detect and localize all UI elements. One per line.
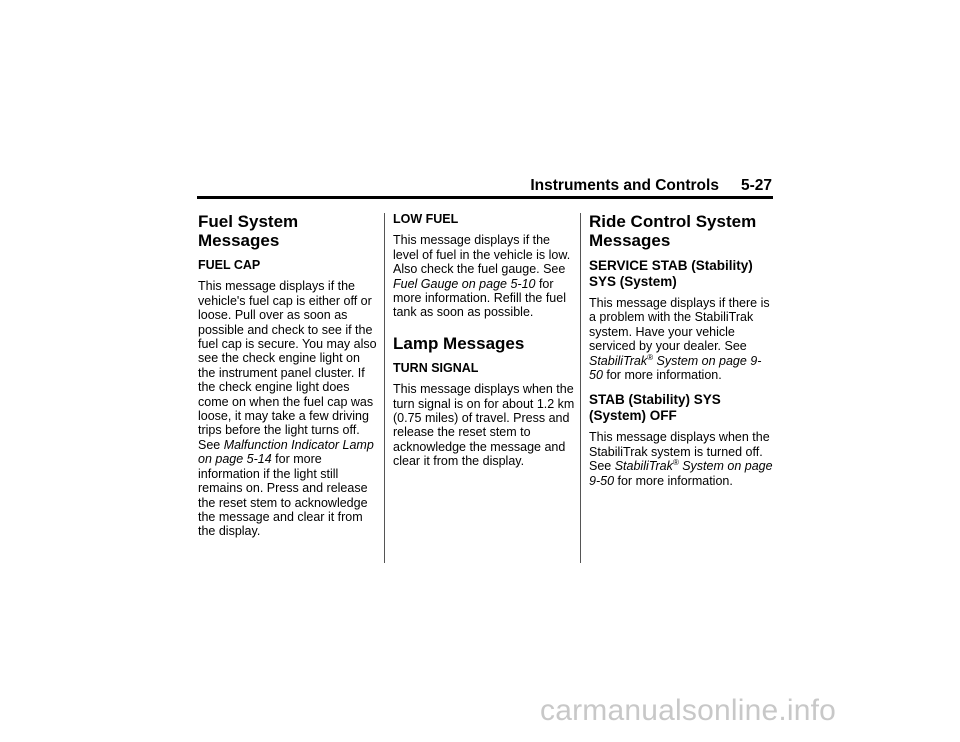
header-rule	[197, 196, 773, 199]
ref-text: StabiliTrak	[614, 459, 673, 474]
low-fuel-text-end: for more information. Refill the fuel tank as soon as possible.	[393, 276, 566, 320]
fuel-gauge-reference-link[interactable]: Fuel Gauge on page 5-10	[393, 276, 536, 291]
service-stab-text: This message displays if there is a problem with the StabiliTrak system. Have your vehicle serviced by your dealer. See	[589, 296, 770, 354]
column-3	[589, 212, 775, 498]
mil-reference-link[interactable]: Malfunction Indicator Lamp on page 5-14	[198, 437, 374, 467]
stab-off-text: This message displays when the StabiliTrak system is turned off. See	[589, 430, 770, 474]
stab-off-paragraph	[589, 430, 775, 488]
column-divider-1	[384, 213, 385, 563]
running-header	[530, 177, 772, 195]
column-1	[198, 212, 380, 549]
page-number: 5-27	[740, 177, 772, 194]
fuel-cap-text-end: for more information if the light still remains on. Press and release the reset stem to acknowledge the message and clear it from the display.	[198, 452, 368, 539]
stab-off-text-end: for more information.	[614, 473, 733, 488]
ref-text: System on page 9-50	[589, 353, 762, 383]
column-divider-2	[580, 213, 581, 563]
fuel-cap-paragraph	[198, 279, 380, 538]
service-stab-text-end: for more information.	[602, 368, 722, 383]
section-title: Instruments and Controls	[530, 177, 719, 194]
fuel-system-messages-heading: Fuel System Messages	[198, 212, 299, 250]
turn-signal-subheading: TURN SIGNAL	[393, 360, 479, 375]
ref-text: System on page 9-50	[589, 459, 773, 488]
stab-off-subheading: STAB (Stability) SYS (System) OFF	[589, 392, 721, 423]
fuel-cap-text: This message displays if the vehicle's fuel cap is either off or loose. Pull over as soon as possible and check to see if the fuel cap is secure. You may also see the check engine light on the instrument panel cluster. If the check engine light does come on when the fuel cap was loose, it may take a few driving trips before the light turns off. See	[198, 279, 377, 452]
watermark: carmanualsonline.info	[540, 694, 837, 727]
lamp-messages-heading: Lamp Messages	[393, 333, 525, 353]
ride-control-heading: Ride Control System Messages	[589, 212, 757, 250]
registered-mark: ®	[672, 458, 679, 468]
low-fuel-text: This message displays if the level of fuel in the vehicle is low. Also check the fuel gauge. See	[393, 233, 571, 277]
turn-signal-paragraph: This message displays when the turn signal is on for about 1.2 km (0.75 miles) of travel. Press and release the reset stem to acknowledge the message and clear it from the display.	[393, 382, 575, 469]
service-stab-subheading: SERVICE STAB (Stability) SYS (System)	[589, 258, 753, 289]
ref-text: StabiliTrak	[589, 353, 648, 368]
low-fuel-subheading: LOW FUEL	[393, 212, 459, 226]
column-2	[393, 212, 575, 479]
service-stab-paragraph	[589, 296, 775, 382]
registered-mark: ®	[647, 352, 654, 362]
fuel-cap-subheading: FUEL CAP	[198, 258, 261, 272]
low-fuel-paragraph	[393, 233, 575, 319]
